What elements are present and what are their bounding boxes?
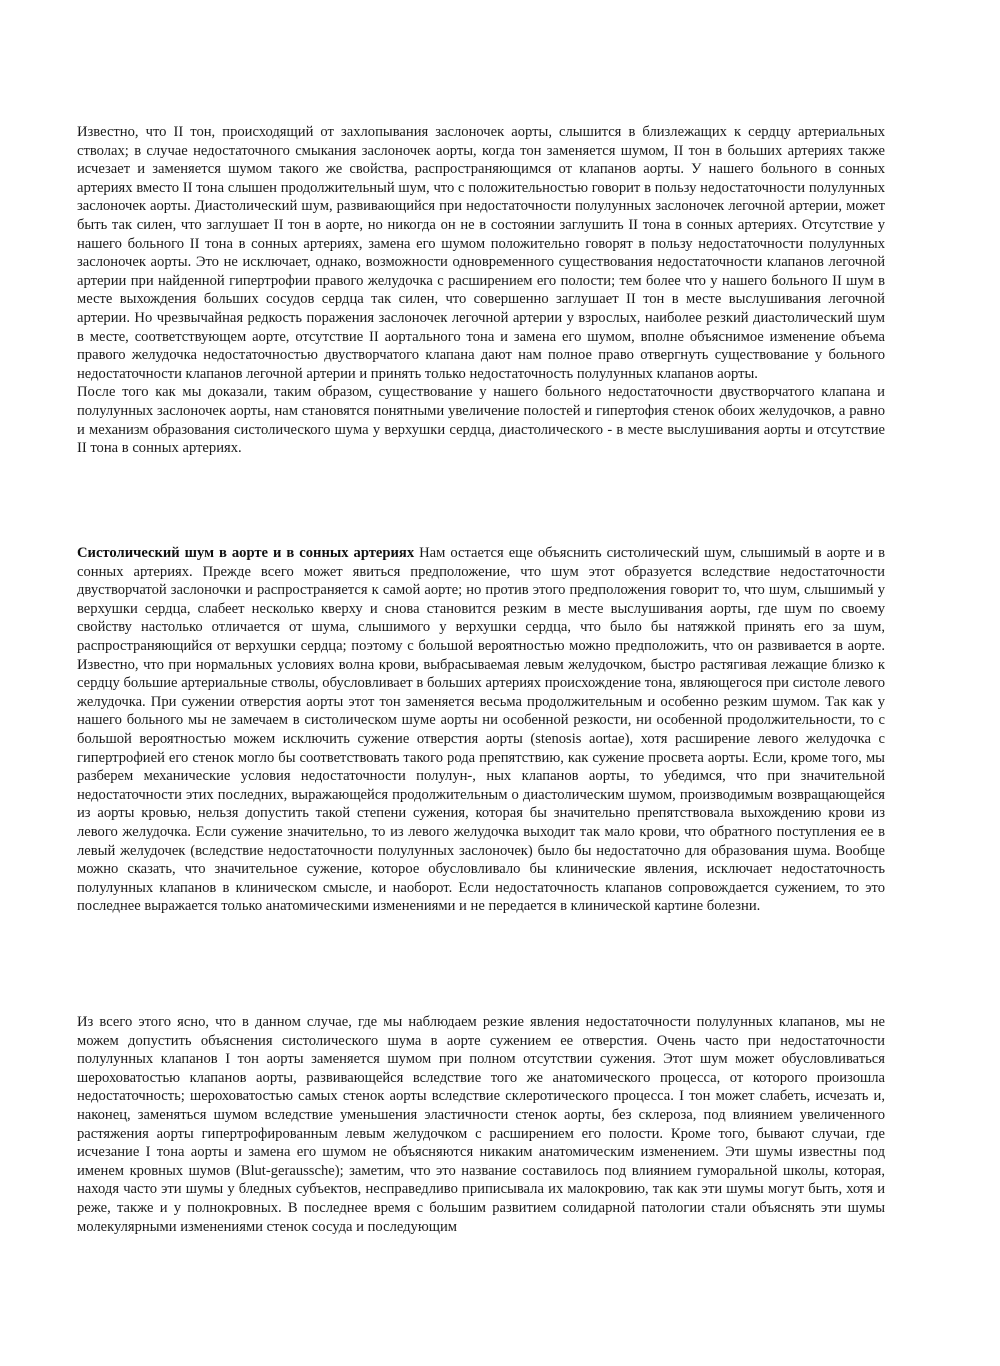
- paragraph-final: Из всего этого ясно, что в данном случае, где мы наблюдаем резкие явления недостаточности полулунных клапанов, мы не можем допустить объяснения систолического шума в аорте сужением ее отверстия. Очень часто при недостаточности полулунных клапанов I тон аорты заменяется шумом при полном отсутствии сужения. Этот шум может обусловливаться шероховатостью клапанов аорты, развивающейся вследствие того же анатомического процесса, от которого произошла недостаточность; шероховатостью самых стенок аорты вследствие склеротического процесса. I тон может слабеть, исчезать и, наконец, заменяться шумом вследствие уменьшения эластичности стенок аорты, без склероза, под влиянием увеличенного растяжения аорты гипертрофированным левым желудочком с расширением его полости. Кроме того, бывают случаи, где исчезание I тона аорты и замена его шумом не объясняются никаким анатомическим изменением. Эти шумы известны под именем кровных шумов (Blut-geraussche); заметим, что это название составилось под влиянием гуморальной школы, которая, находя часто эти шумы у бледных субъектов, несправедливо приписывала их малокровию, так как эти шумы могут быть, хотя и реже, также и у полнокровных. В последнее время с большим развитием солидарной патологии стали объяснять эти шумы молекулярными изменениями стенок сосуда и последующим: [77, 1014, 885, 1235]
- section-body: Нам остается еще объяснить систолический шум, слышимый в аорте и в сонных артериях. Прежде всего может явиться предположение, что шум этот образуется вследствие недостаточности двустворчатой заслоночки и распространяется к самой аорте; но против этого предположения говорит то, что шум, слышимый у верхушки сердца, слабеет несколько кверху и снова становится резким в месте выслушивания аорты, где шум по своему свойству настолько отличается от шума, слышимого у верхушки сердца, что было бы натяжкой принять его за шум, распространяющийся от верхушки сердца; поэтому с большой вероятностью можно предположить, что он развивается в аорте. Известно, что при нормальных условиях волна крови, выбрасываемая левым желудочком, быстро растягивая лежащие близко к сердцу большие артериальные стволы, обусловливает в больших артериях происхождение тона, являющегося при систоле левого желудочка. При сужении отверстия аорты этот тон заменяется весьма продолжительным и особенно резким шумом. Так как у нашего больного мы не замечаем в систолическом шуме аорты ни особенной резкости, ни особенной продолжительности, то с большой вероятностью можем исключить сужение отверстия аорты (stenosis aortae), хотя расширение левого желудочка с гипертрофией его стенок могло бы соответствовать такого рода препятствию, как сужение просвета аорты. Если, кроме того, мы разберем механические условия недостаточности полулун-, ных клапанов аорты, то убедимся, что при значительной недостаточности этих последних, выражающейся продолжительным о диастолическим шумом, производимым возвращающейся из аорты кровью, нельзя допустить такой степени сужения, которая бы значительно препятствовала выхождению крови из левого желудочка. Если сужение значительно, то из левого желудочка выходит так мало крови, что обратного поступления ее в левый желудочек (вследствие недостаточности полулунных заслоночек) было бы недостаточно для образования шума. Вообще можно сказать, что значительное сужение, которое обусловливало бы клинические явления, исключает недостаточность полулунных клапанов в клиническом смысле, и наоборот. Если недостаточность клапанов сопровождается сужением, то это последнее выражается только анатомическими изменениями и не передается в клинической картине болезни.: [77, 545, 886, 915]
- paragraph-systolic-murmur: [77, 544, 885, 916]
- section-heading: Систолический шум в аорте и в сонных артериях: [77, 545, 415, 561]
- text-block-final: [77, 1013, 885, 1236]
- paragraph-conclusion: После того как мы доказали, таким образом, существование у нашего больного недостаточности двустворчатого клапана и полулунных заслоночек аорты, нам становятся понятными увеличение полостей и гипертофия стенок обоих желудочков, а равно и механизм образования систолического шума у верхушки сердца, диастолического - в месте выслушивания аорты и отсутствие II тона в сонных артериях.: [77, 384, 885, 457]
- paragraph-ii-tone: Известно, что II тон, происходящий от захлопывания заслоночек аорты, слышится в близлежащих к сердцу артериальных стволах; в случае недостаточного смыкания заслоночек аорты, когда тон заменяется шумом, II тон в больших артериях также исчезает и заменяется шумом такого же свойства, распространяющимся от клапанов аорты. У нашего больного в сонных артериях вместо II тона слышен продолжительный шум, что с положительностью говорит в пользу недостаточности полулунных заслоночек аорты. Диастолический шум, развивающийся при недостаточности полулунных заслоночек легочной артерии, может быть так силен, что заглушает II тон в аорте, но никогда он не в состоянии заглушить II тона в сонных артериях. Отсутствие у нашего больного II тона в сонных артериях, замена его шумом положительно говорят в пользу недостаточности полулунных заслоночек аорты. Это не исключает, однако, возможности одновременного существования недостаточности клапанов легочной артерии при найденной гипертрофии правого желудочка с расширением его полости; тем более что у нашего больного II шум в месте выхождения больших сосудов сердца так силен, что совершенно заглушает II тон в месте выслушивания легочной артерии. Но чрезвычайная редкость поражения заслоночек легочной артерии у взрослых, наиболее резкий диастолический шум в месте, соответствующем аорте, отсутствие II аортального тона и замена его шумом, вполне объяснимое изменение объема правого желудочка недостаточностью двустворчатого клапана дают нам полное право отвергнуть существование у больного недостаточности клапанов легочной артерии и принять только недостаточность полулунных клапанов аорты.: [77, 124, 885, 382]
- text-block-intro: [77, 123, 885, 458]
- text-block-systolic-murmur: [77, 544, 885, 916]
